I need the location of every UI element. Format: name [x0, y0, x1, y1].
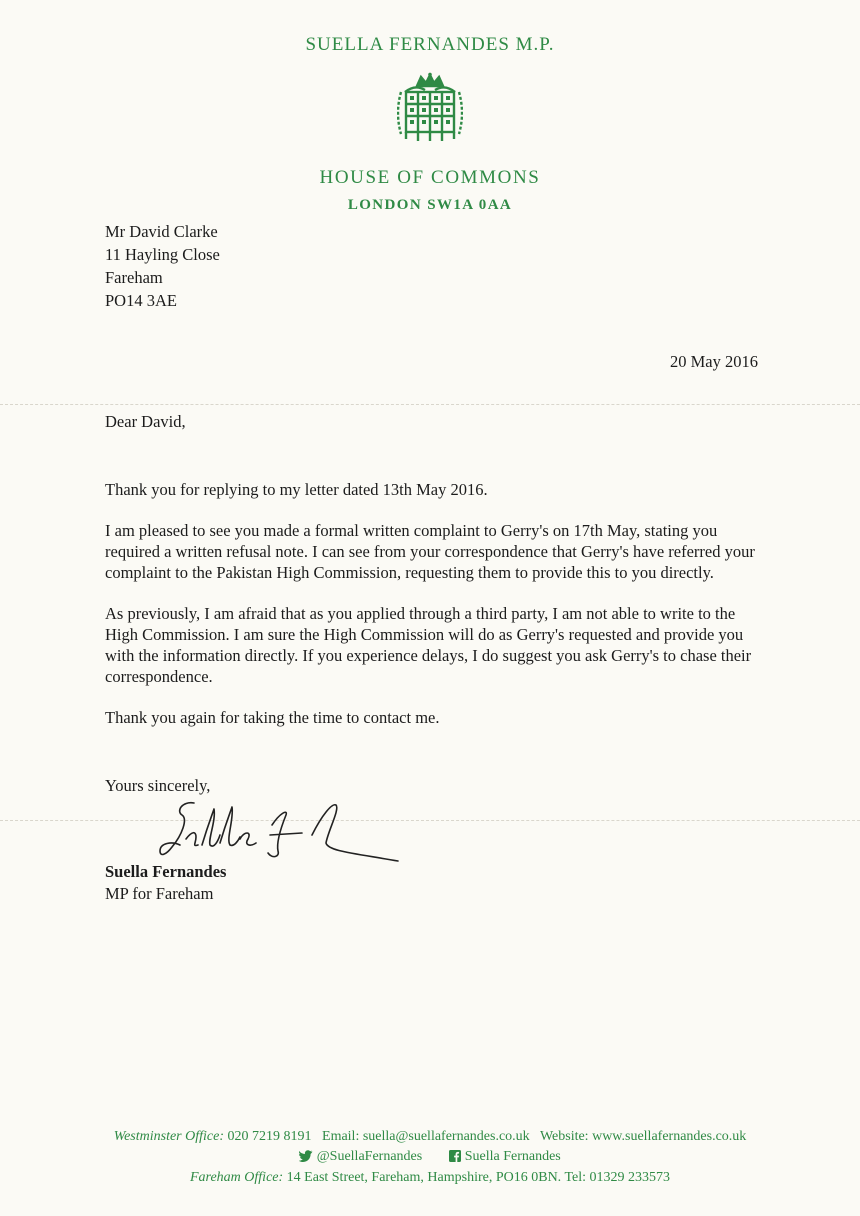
body-paragraph: As previously, I am afraid that as you applied through a third party, I am not able to write to the High Commission. I am sure the High Commission will do as Gerry's requested and provide you with the information directly. If you experience delays, I do suggest you ask Gerry's to chase their correspondence. — [105, 604, 752, 686]
letter-body — [105, 479, 765, 748]
salutation: Dear David, — [105, 412, 186, 431]
facebook-icon — [449, 1150, 461, 1162]
fareham-office-address: 14 East Street, Fareham, Hampshire, PO16 0BN. — [286, 1170, 562, 1185]
tel-label: Tel: — [564, 1170, 587, 1185]
westminster-office-label: Westminster Office: — [113, 1129, 225, 1144]
website-label: Website: — [539, 1129, 589, 1144]
westminster-phone: 020 7219 8191 — [227, 1129, 312, 1144]
fareham-office-label: Fareham Office: — [189, 1170, 284, 1185]
portcullis-icon — [397, 72, 463, 144]
recipient-address — [105, 220, 220, 312]
fold-line — [0, 820, 860, 821]
body-paragraph: I am pleased to see you made a formal written complaint to Gerry's on 17th May, stating you required a written refusal note. I can see from your correspondence that Gerry's have referred your complaint to the Pakistan High Commission, requesting them to provide this to you directly. — [105, 521, 755, 582]
letterhead-address: LONDON SW1A 0AA — [347, 197, 513, 213]
fold-line — [0, 404, 860, 405]
email-address: suella@suellafernandes.co.uk — [362, 1129, 530, 1144]
recipient-postcode: PO14 3AE — [105, 291, 177, 310]
closing: Yours sincerely, — [105, 776, 211, 795]
recipient-street: 11 Hayling Close — [105, 245, 220, 264]
twitter-bird-icon — [299, 1150, 313, 1162]
letter-date: 20 May 2016 — [670, 352, 758, 371]
email-label: Email: — [322, 1129, 360, 1144]
recipient-name: Mr David Clarke — [105, 222, 218, 241]
website-url: www.suellafernandes.co.uk — [592, 1129, 747, 1144]
recipient-town: Fareham — [105, 268, 163, 287]
footer-social-line — [0, 1149, 860, 1165]
signatory-name: Suella Fernandes — [105, 862, 227, 881]
fareham-phone: 01329 233573 — [589, 1170, 671, 1185]
body-paragraph: Thank you for replying to my letter dated 13th May 2016. — [105, 480, 488, 499]
footer-contact-line — [0, 1129, 860, 1145]
handwritten-signature — [152, 795, 402, 865]
signatory-title: MP for Fareham — [105, 884, 214, 903]
body-paragraph: Thank you again for taking the time to contact me. — [105, 708, 440, 727]
letterhead-name: SUELLA FERNANDES M.P. — [305, 34, 555, 55]
letterhead-house: HOUSE OF COMMONS — [319, 167, 541, 188]
facebook-name: Suella Fernandes — [464, 1149, 561, 1164]
twitter-handle: @SuellaFernandes — [316, 1149, 423, 1164]
footer-office-line — [0, 1170, 860, 1186]
